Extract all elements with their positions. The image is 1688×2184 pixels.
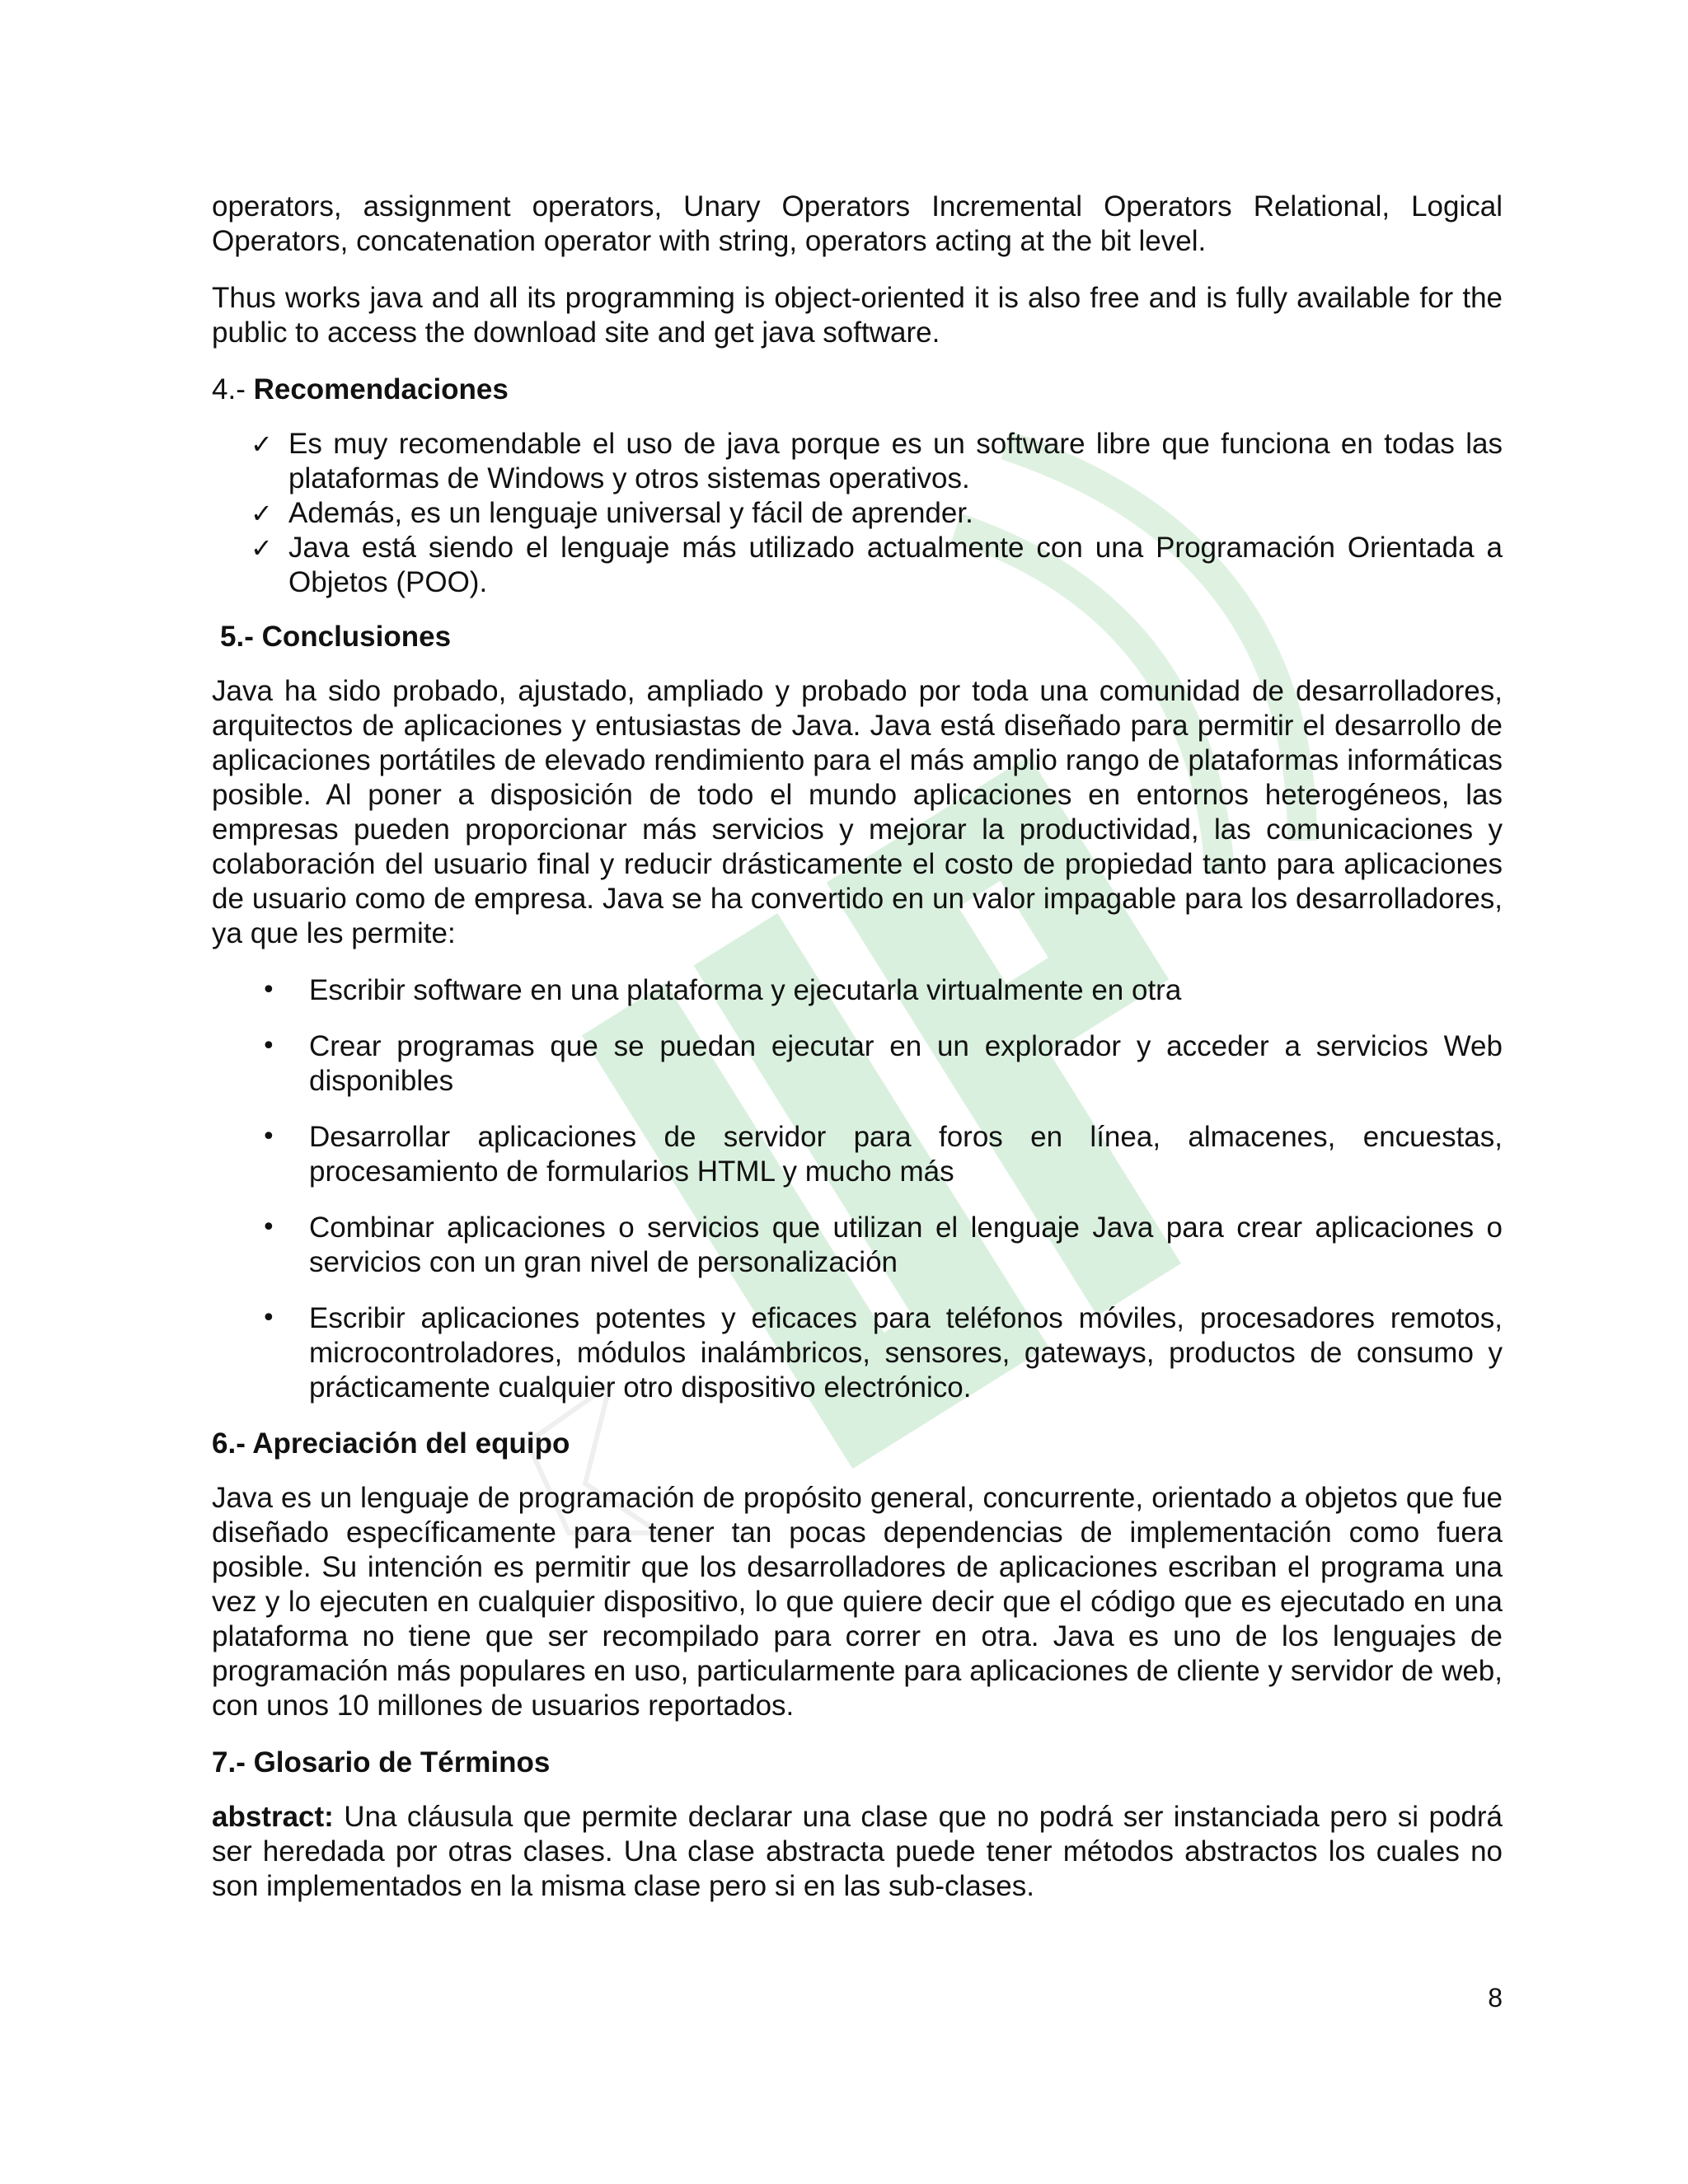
list-item-text: Java está siendo el lenguaje más utilizado actualmente con una Programación Orientada a Objetos (POO). bbox=[288, 532, 1503, 598]
list-item bbox=[212, 1029, 1503, 1099]
list-item-text: Escribir aplicaciones potentes y eficaces para teléfonos móviles, procesadores remotos, microcontroladores, módulos inalámbricos, sensores, gateways, productos de consumo y prácticamente cualquier otro dispositivo electrónico. bbox=[309, 1302, 1503, 1404]
section-heading-conclusiones: 5.- Conclusiones bbox=[220, 621, 452, 653]
bullet-dot-icon: • bbox=[261, 1213, 276, 1242]
glossary-term: abstract: bbox=[212, 1801, 334, 1833]
glossary-entry bbox=[212, 1800, 1503, 1904]
body-paragraph: operators, assignment operators, Unary Operators Incremental Operators Relational, Logical Operators, concatenation operator with string, operators acting at the bit level. bbox=[212, 190, 1503, 257]
section-heading-recomendaciones bbox=[212, 373, 1503, 407]
list-item bbox=[212, 427, 1503, 496]
list-item-text: Escribir software en una plataforma y ejecutarla virtualmente en otra bbox=[309, 974, 1182, 1006]
capabilities-list bbox=[212, 973, 1503, 1405]
list-item bbox=[212, 1120, 1503, 1189]
section-title: Recomendaciones bbox=[253, 373, 509, 405]
check-mark-icon: ✓ bbox=[251, 429, 273, 460]
glossary-definition: Una cláusula que permite declarar una clase que no podrá ser instanciada pero si podrá ser heredada por otras clases. Una clase abstracta puede tener métodos abstractos los cuales no son implementados en la misma clase pero si en las sub-clases. bbox=[212, 1801, 1503, 1902]
list-item bbox=[212, 1211, 1503, 1280]
check-mark-icon: ✓ bbox=[251, 498, 273, 529]
bullet-dot-icon: • bbox=[261, 1122, 276, 1151]
bullet-dot-icon: • bbox=[261, 976, 276, 1005]
list-item bbox=[212, 1301, 1503, 1405]
recommendations-list bbox=[212, 427, 1503, 600]
page-number: 8 bbox=[1488, 1983, 1503, 2013]
section-heading-apreciacion: 6.- Apreciación del equipo bbox=[212, 1427, 570, 1460]
bullet-dot-icon: • bbox=[261, 1304, 276, 1333]
list-item-text: Desarrollar aplicaciones de servidor para foros en línea, almacenes, encuestas, procesamiento de formularios HTML y mucho más bbox=[309, 1121, 1503, 1188]
check-mark-icon: ✓ bbox=[251, 532, 273, 564]
list-item-text: Además, es un lenguaje universal y fácil de aprender. bbox=[288, 497, 973, 529]
document-page bbox=[212, 190, 1503, 1926]
list-item bbox=[212, 496, 1503, 531]
section-heading-glosario: 7.- Glosario de Términos bbox=[212, 1746, 551, 1779]
list-item-text: Crear programas que se puedan ejecutar en un explorador y acceder a servicios Web disponibles bbox=[309, 1030, 1503, 1097]
section-number: 4.- bbox=[212, 373, 254, 405]
list-item bbox=[212, 973, 1503, 1008]
list-item-text: Es muy recomendable el uso de java porque es un software libre que funciona en todas las plataformas de Windows y otros sistemas operativos. bbox=[288, 428, 1503, 494]
body-paragraph: Thus works java and all its programming is object-oriented it is also free and is fully available for the public to access the download site and get java software. bbox=[212, 282, 1503, 349]
body-paragraph: Java es un lenguaje de programación de propósito general, concurrente, orientado a objetos que fue diseñado específicamente para tener tan pocas dependencias de implementación como fuera posible. Su intención es permitir que los desarrolladores de aplicaciones escriban el programa una vez y lo ejecuten en cualquier dispositivo, lo que quiere decir que el código que es ejecutado en una plataforma no tiene que ser recompilado para correr en otra. Java es uno de los lenguajes de programación más populares en uso, particularmente para aplicaciones de cliente y servidor de web, con unos 10 millones de usuarios reportados. bbox=[212, 1482, 1503, 1722]
list-item-text: Combinar aplicaciones o servicios que utilizan el lenguaje Java para crear aplicaciones o servicios con un gran nivel de personalización bbox=[309, 1212, 1503, 1278]
list-item bbox=[212, 531, 1503, 600]
body-paragraph: Java ha sido probado, ajustado, ampliado y probado por toda una comunidad de desarrolladores, arquitectos de aplicaciones y entusiastas de Java. Java está diseñado para permitir el desarrollo de aplicaciones portátiles de elevado rendimiento para el más amplio rango de plataformas informáticas posible. Al poner a disposición de todo el mundo aplicaciones en entornos heterogéneos, las empresas pueden proporcionar más servicios y mejorar la productividad, las comunicaciones y colaboración del usuario final y reducir drásticamente el costo de propiedad tanto para aplicaciones de usuario como de empresa. Java se ha convertido en un valor impagable para los desarrolladores, ya que les permite: bbox=[212, 675, 1503, 949]
bullet-dot-icon: • bbox=[261, 1032, 276, 1061]
